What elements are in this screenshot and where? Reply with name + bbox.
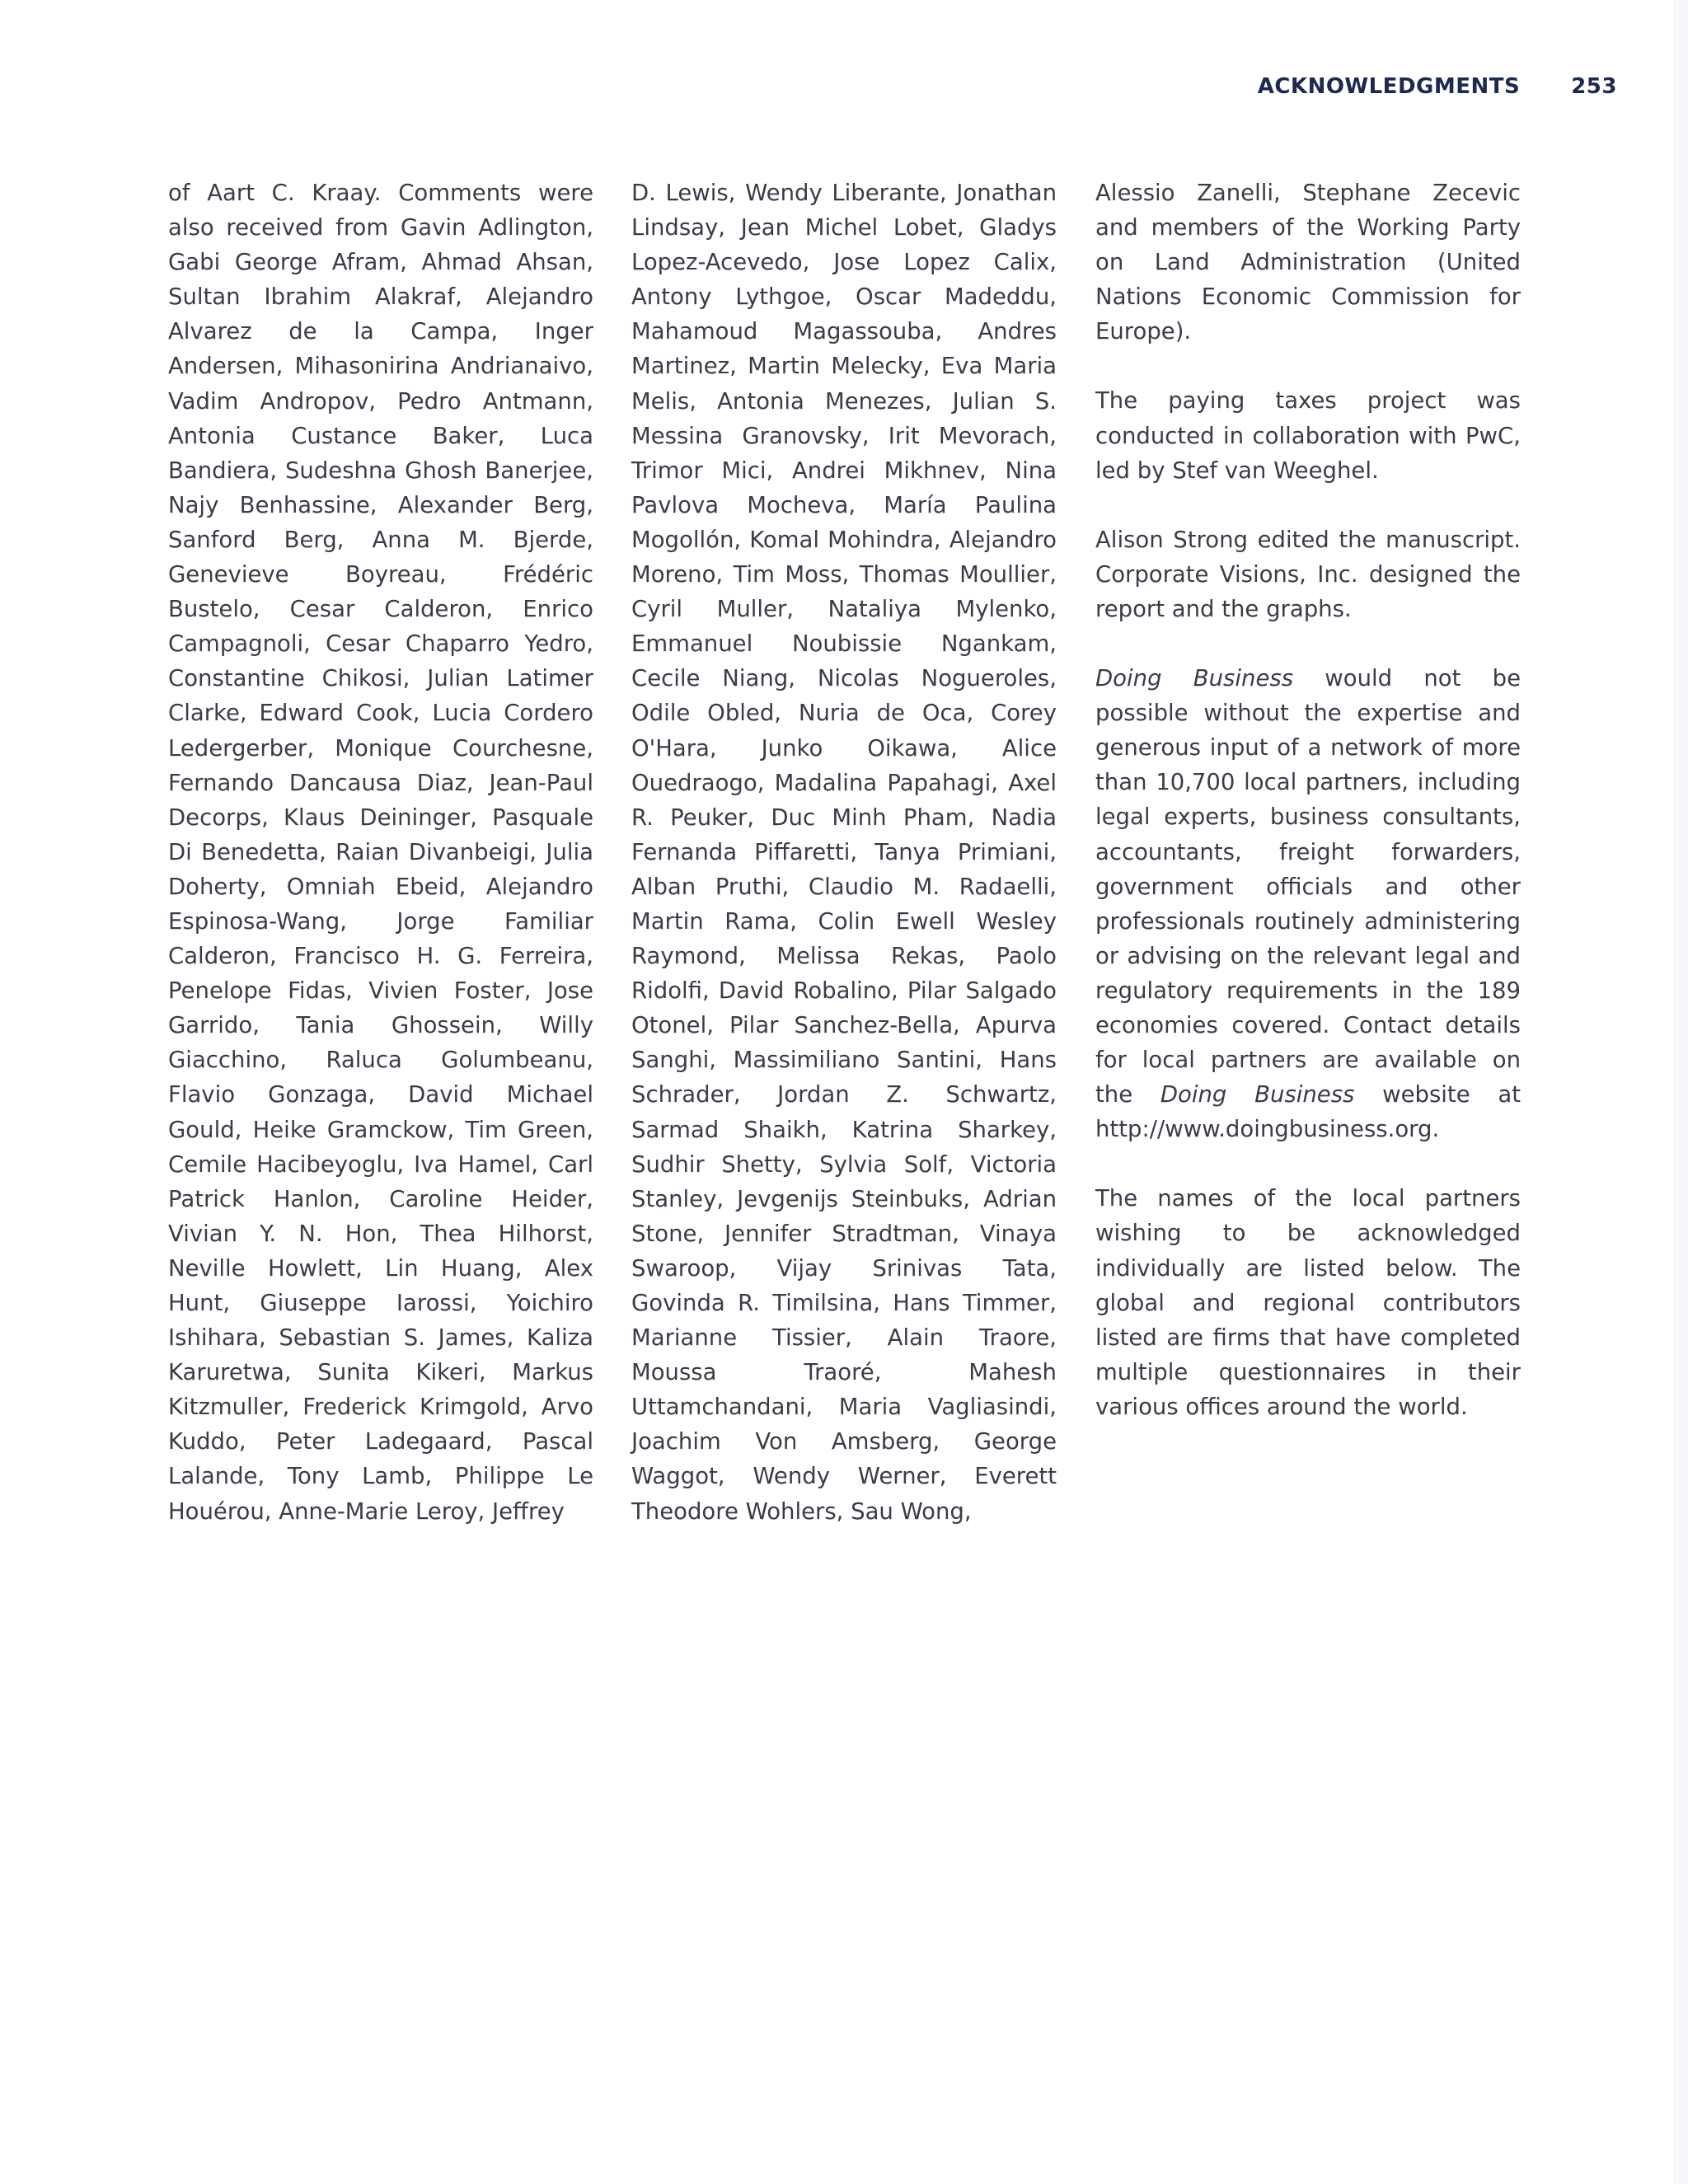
editing-design-paragraph: Alison Strong edited the manuscript. Corporate Visions, Inc. designed the report and the graphs. — [1095, 526, 1521, 622]
publication-title: Doing Business — [1160, 1081, 1355, 1108]
paragraph-text: website at http://www.doingbusiness.org. — [1095, 1081, 1521, 1143]
working-party-paragraph: Alessio Zanelli, Stephane Zecevic and members of the Working Party on Land Administration (United Nations Economic Commission for Europe). — [1095, 180, 1521, 345]
paragraph-text: would not be possible without the expertise and generous input of a network of more than 10,700 local partners, including legal experts, business consultants, accountants, freight forwarders, government officials and other professionals routinely administering or advising on the relevant legal and regulatory requirements in the 189 economies covered. Contact details for local partners are available on the — [1095, 665, 1521, 1108]
text-column-left — [168, 176, 593, 1563]
section-title: ACKNOWLEDGMENTS — [1257, 74, 1521, 99]
contributors-paragraph: The names of the local partners wishing to be acknowledged individually are listed below. The global and regional contributors listed are firms that have completed multiple questionnaires in their various offices around the world. — [1095, 1185, 1521, 1420]
paying-taxes-paragraph: The paying taxes project was conducted in collaboration with PwC, led by Stef van Weeghel. — [1095, 387, 1521, 484]
text-column-middle — [631, 176, 1057, 1563]
acknowledgment-paragraph: D. Lewis, Wendy Liberante, Jonathan Lindsay, Jean Michel Lobet, Gladys Lopez-Acevedo, Jose Lopez Calix, Antony Lythgoe, Oscar Madeddu, Mahamoud Magassouba, Andres Martinez, Martin Melecky, Eva Maria Melis, Antonia Menezes, Julian S. Messina Granovsky, Irit Mevorach, Trimor Mici, Andrei Mikhnev, Nina Pavlova Mocheva, María Paulina Mogollón, Komal Mohindra, Alejandro Moreno, Tim Moss, Thomas Moullier, Cyril Muller, Nataliya Mylenko, Emmanuel Noubissie Ngankam, Cecile Niang, Nicolas Nogueroles, Odile Obled, Nuria de Oca, Corey O'Hara, Junko Oikawa, Alice Ouedraogo, Madalina Papahagi, Axel R. Peuker, Duc Minh Pham, Nadia Fernanda Piffaretti, Tanya Primiani, Alban Pruthi, Claudio M. Radaelli, Martin Rama, Colin Ewell Wesley Raymond, Melissa Rekas, Paolo Ridolfi, David Robalino, Pilar Salgado Otonel, Pilar Sanchez-Bella, Apurva Sanghi, Massimiliano Santini, Hans Schrader, Jordan Z. Schwartz, Sarmad Shaikh, Katrina Sharkey, Sudhir Shetty, Sylvia Solf, Victoria Stanley, Jevgenijs Steinbuks, Adrian Stone, Jennifer Stradtman, Vinaya Swaroop, Vijay Srinivas Tata, Govinda R. Timilsina, Hans Timmer, Marianne Tissier, Alain Traore, Moussa Traoré, Mahesh Uttamchandani, Maria Vagliasindi, Joachim Von Amsberg, George Waggot, Wendy Werner, Everett Theodore Wohlers, Sau Wong, — [631, 180, 1057, 1525]
page-number: 253 — [1571, 74, 1617, 99]
running-header — [1258, 74, 1617, 99]
local-partners-paragraph — [1095, 661, 1521, 1146]
acknowledgment-paragraph: of Aart C. Kraay. Comments were also received from Gavin Adlington, Gabi George Afram, Ahmad Ahsan, Sultan Ibrahim Alakraf, Alejandro Alvarez de la Campa, Inger Andersen, Mihasonirina Andrianaivo, Vadim Andropov, Pedro Antmann, Antonia Custance Baker, Luca Bandiera, Sudeshna Ghosh Banerjee, Najy Benhassine, Alexander Berg, Sanford Berg, Anna M. Bjerde, Genevieve Boyreau, Frédéric Bustelo, Cesar Calderon, Enrico Campagnoli, Cesar Chaparro Yedro, Constantine Chikosi, Julian Latimer Clarke, Edward Cook, Lucia Cordero Ledergerber, Monique Courchesne, Fernando Dancausa Diaz, Jean-Paul Decorps, Klaus Deininger, Pasquale Di Benedetta, Raian Divanbeigi, Julia Doherty, Omniah Ebeid, Alejandro Espinosa-Wang, Jorge Familiar Calderon, Francisco H. G. Ferreira, Penelope Fidas, Vivien Foster, Jose Garrido, Tania Ghossein, Willy Giacchino, Raluca Golumbeanu, Flavio Gonzaga, David Michael Gould, Heike Gramckow, Tim Green, Cemile Hacibeyoglu, Iva Hamel, Carl Patrick Hanlon, Caroline Heider, Vivian Y. N. Hon, Thea Hilhorst, Neville Howlett, Lin Huang, Alex Hunt, Giuseppe Iarossi, Yoichiro Ishihara, Sebastian S. James, Kaliza Karuretwa, Sunita Kikeri, Markus Kitzmuller, Frederick Krimgold, Arvo Kuddo, Peter Ladegaard, Pascal Lalande, Tony Lamb, Philippe Le Houérou, Anne-Marie Leroy, Jeffrey — [168, 180, 593, 1525]
text-column-right — [1095, 176, 1521, 1459]
publication-title: Doing Business — [1095, 665, 1294, 692]
page-edge-shade — [1673, 0, 1688, 2184]
